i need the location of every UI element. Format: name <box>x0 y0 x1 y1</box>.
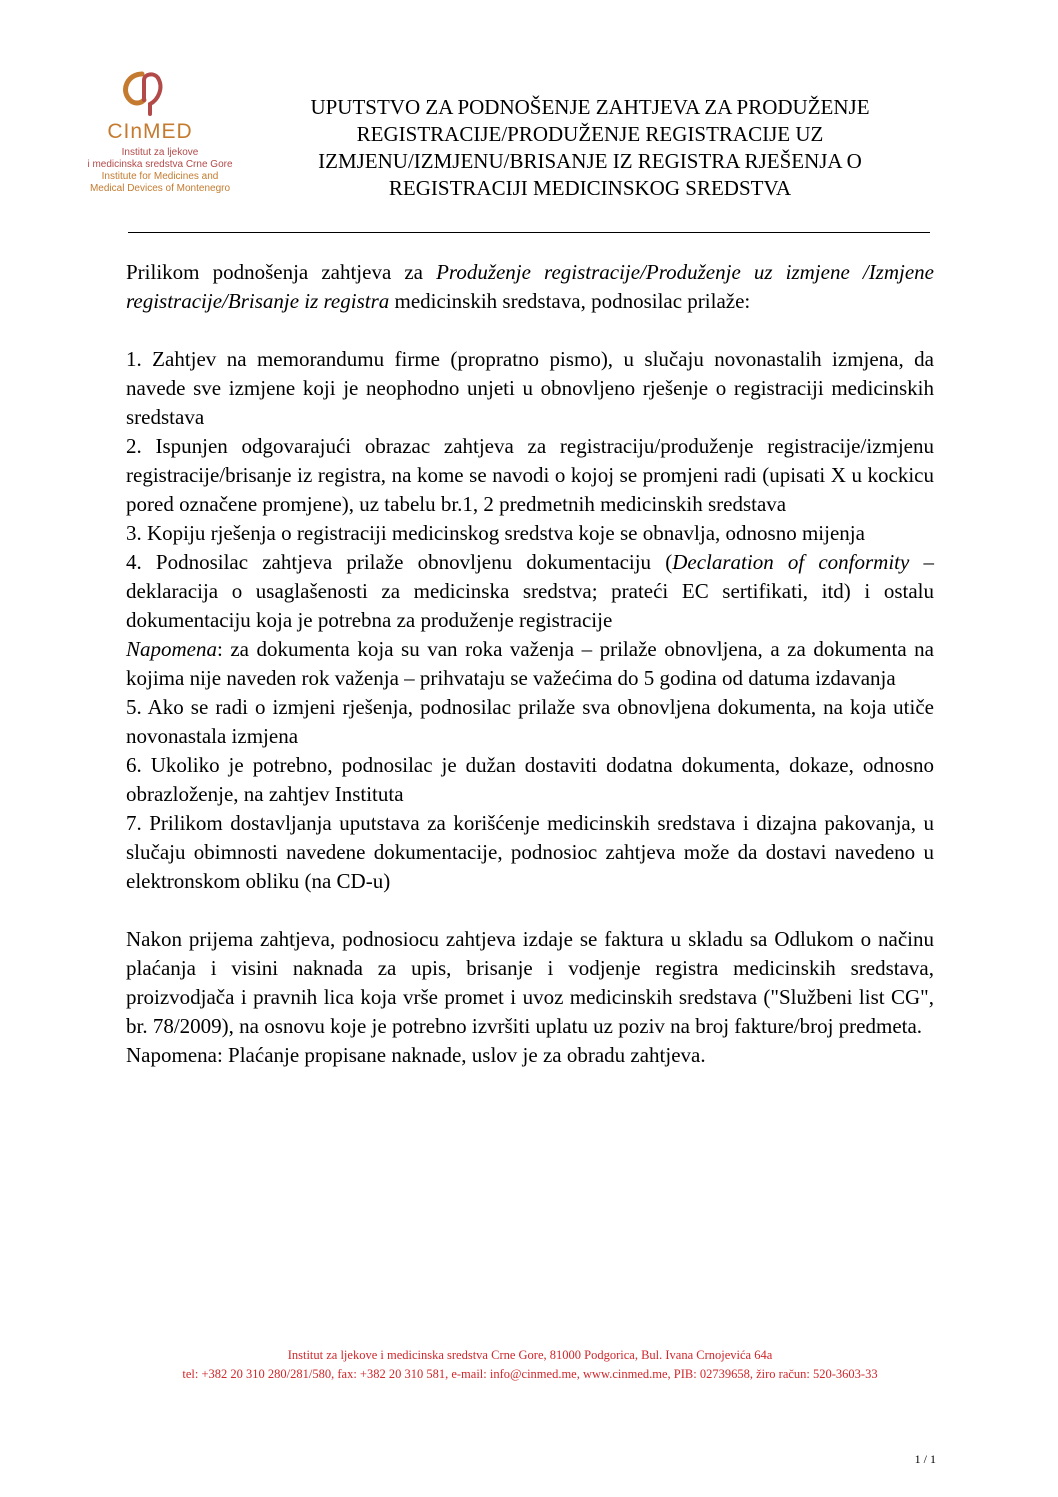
intro-paragraph <box>126 258 934 316</box>
logo-subtitle-local-line: i medicinska sredstva Crne Gore <box>87 159 233 170</box>
document-title: UPUTSTVO ZA PODNOŠENJE ZAHTJEVA ZA PRODUŽENJE REGISTRACIJE/PRODUŽENJE REGISTRACIJE UZ IZMJENU/IZMJENU/BRISANJE IZ REGISTRA RJEŠENJA O REGISTRACIJI MEDICINSKOG SREDSTVA <box>310 95 870 200</box>
logo-subtitle-local <box>80 147 240 171</box>
intro-text: Prilikom podnošenja zahtjeva za <box>126 260 437 284</box>
document-body <box>126 258 934 1070</box>
note-text: : za dokumenta koja su van roka važenja – prilaže obnovljena, a za dokumenta na kojima nije naveden rok važenja – prihvataju se važećima do 5 godina od datuma izdavanja <box>126 637 934 690</box>
footer-address: Institut za ljekove i medicinska sredstva Crne Gore, 81000 Podgorica, Bul. Ivana Crnojevića 64a <box>287 1348 773 1362</box>
logo <box>80 68 240 208</box>
list-item-2: 2. Ispunjen odgovarajući obrazac zahtjeva za registraciju/produženje registracije/izmjenu registracije/brisanje iz registra, na kome se navodi o kojoj se promjeni radi (upisati X u kockicu pored označene promjene), uz tabelu br.1, 2 predmetnih medicinskih sredstava <box>126 434 934 516</box>
logo-name: CInMED <box>107 120 193 143</box>
intro-italic: Produženje registracije/Produženje uz izmjene /Izmjene registracije/Brisanje iz registra <box>126 260 934 313</box>
page-number: 1 / 1 <box>914 1452 936 1466</box>
list-item-4-italic: Declaration of conformity <box>672 550 910 574</box>
list-item-4-text: 4. Podnosilac zahtjeva prilaže obnovljenu dokumentaciju ( <box>126 550 673 574</box>
note-label: Napomena <box>126 637 217 661</box>
cinmed-logo-icon <box>114 68 174 116</box>
list-item-1: 1. Zahtjev na memorandumu firme (propratno pismo), u slučaju novonastalih izmjena, da navede sve izmjene koji je neophodno unjeti u obnovljeno rješenje o registraciji medicinskih sredstava <box>126 347 934 429</box>
logo-subtitle-en-line: Institute for Medicines and <box>101 171 219 182</box>
footer-contacts: tel: +382 20 310 280/281/580, fax: +382 20 310 581, e-mail: info@cinmed.me, www.cinmed.me, PIB: 02739658, žiro račun: 520-3603-33 <box>182 1367 878 1381</box>
list-item-7: 7. Prilikom dostavljanja uputstava za korišćenje medicinskih sredstava i dizajna pakovanja, u slučaju obimnosti navedene dokumentacije, podnosioc zahtjeva može da dostavi navedeno u elektronskom obliku (na CD-u) <box>126 811 934 893</box>
list-item-5: 5. Ako se radi o izmjeni rješenja, podnosilac prilaže sva obnovljena dokumenta, na koja utiče novonastala izmjena <box>126 695 934 748</box>
logo-subtitle-local-line: Institut za ljekove <box>121 147 199 158</box>
list-item-4-text-end: – deklaracija o usaglašenosti za medicinska sredstva; prateći EC sertifikati, itd) i ostalu dokumentaciju koja je potrebna za produženje registracije <box>126 550 934 632</box>
title-divider <box>128 232 930 233</box>
list-item-6: 6. Ukoliko je potrebno, podnosilac je dužan dostaviti dodatna dokumenta, dokaze, odnosno obrazloženje, na zahtjev Instituta <box>126 753 934 806</box>
list-item-4 <box>126 548 934 635</box>
list-item-4-note <box>126 635 934 693</box>
intro-text-end: medicinskih sredstava, podnosilac prilaže: <box>389 289 751 313</box>
logo-subtitle-en-line: Medical Devices of Montenegro <box>89 183 231 194</box>
logo-subtitle-en <box>80 171 240 195</box>
closing-paragraph: Nakon prijema zahtjeva, podnosiocu zahtjeva izdaje se faktura u skladu sa Odlukom o načinu plaćanja i visini naknada za upis, brisanje i vodjenje registra medicinskih sredstava, proizvodjača i pravnih lica koja vrše promet i uvoz medicinskih sredstava ("Službeni list CG", br. 78/2009), na osnovu koje je potrebno izvršiti uplatu uz poziv na broj fakture/broj predmeta. <box>126 927 934 1038</box>
page-footer <box>100 1346 960 1384</box>
list-item-3: 3. Kopiju rješenja o registraciji medicinskog sredstva koje se obnavlja, odnosno mijenja <box>126 521 865 545</box>
payment-note: Napomena: Plaćanje propisane naknade, uslov je za obradu zahtjeva. <box>126 1043 706 1067</box>
